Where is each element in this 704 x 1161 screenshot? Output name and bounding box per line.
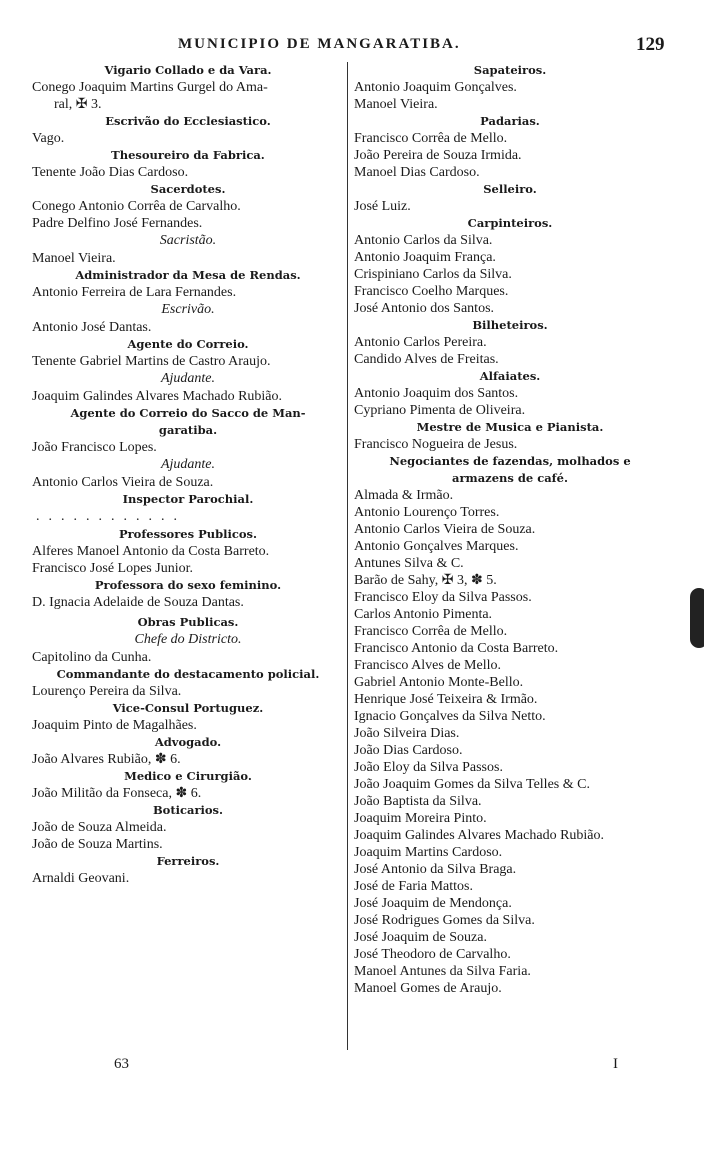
list-item: Joaquim Martins Cardoso.: [354, 845, 503, 860]
list-item: Francisco Coelho Marques.: [354, 284, 509, 299]
list-item: Capitolino da Cunha.: [32, 650, 152, 665]
left-column: [32, 62, 344, 887]
subheading: Chefe do Districto.: [134, 632, 242, 647]
footer-number: 63: [114, 1056, 129, 1072]
list-item: Antonio Joaquim França.: [354, 250, 496, 265]
list-item: Crispiniano Carlos da Silva.: [354, 267, 512, 282]
section-heading: garatiba.: [158, 423, 218, 437]
list-item: José Luiz.: [354, 199, 411, 214]
section-heading: Professores Publicos.: [118, 527, 258, 541]
list-item: José Theodoro de Carvalho.: [354, 947, 511, 962]
list-item: ral, ✠ 3.: [54, 97, 102, 112]
list-item: João Alvares Rubião, ✽ 6.: [32, 752, 181, 767]
section-heading: Escrivão do Ecclesiastico.: [105, 114, 271, 128]
section-heading: Carpinteiros.: [467, 216, 553, 230]
section-heading: Administrador da Mesa de Rendas.: [75, 268, 301, 282]
list-item: João Joaquim Gomes da Silva Telles & C.: [354, 777, 590, 792]
footer-signature: I: [613, 1056, 618, 1072]
section-heading: Alfaiates.: [479, 369, 541, 383]
list-item: Gabriel Antonio Monte-Bello.: [354, 675, 524, 690]
list-item: Cypriano Pimenta de Oliveira.: [354, 403, 526, 418]
section-heading: Thesoureiro da Fabrica.: [111, 148, 265, 162]
list-item: Antonio Carlos Pereira.: [354, 335, 487, 350]
section-heading: Professora do sexo feminino.: [94, 578, 282, 592]
list-item: Francisco Eloy da Silva Passos.: [354, 590, 532, 605]
list-item: Antonio Carlos da Silva.: [354, 233, 493, 248]
section-heading: Medico e Cirurgião.: [124, 769, 252, 783]
list-item: Antonio José Dantas.: [32, 320, 152, 335]
margin-ink-blot: [690, 588, 704, 648]
section-heading: Inspector Parochial.: [122, 492, 254, 506]
subheading: Escrivão.: [161, 302, 215, 317]
list-item: Arnaldi Geovani.: [32, 871, 130, 886]
subheading: Ajudante.: [160, 371, 216, 386]
list-item: Francisco Nogueira de Jesus.: [354, 437, 518, 452]
list-item: Carlos Antonio Pimenta.: [354, 607, 493, 622]
list-item: João Militão da Fonseca, ✽ 6.: [32, 786, 202, 801]
list-item: Alferes Manoel Antonio da Costa Barreto.: [32, 544, 270, 559]
section-heading: Sacerdotes.: [150, 182, 226, 196]
list-item: Antonio Ferreira de Lara Fernandes.: [32, 285, 237, 300]
section-heading: Boticarios.: [152, 803, 224, 817]
section-heading: Vigario Collado e da Vara.: [104, 63, 272, 77]
list-item: Joaquim Galindes Alvares Machado Rubião.: [32, 389, 283, 404]
list-item: João Baptista da Silva.: [354, 794, 482, 809]
list-item: Manoel Vieira.: [354, 97, 438, 112]
list-item: Antonio Gonçalves Marques.: [354, 539, 519, 554]
list-item: Manoel Dias Cardoso.: [354, 165, 480, 180]
list-item: Manoel Gomes de Araujo.: [354, 981, 502, 996]
list-item: Francisco Corrêa de Mello.: [354, 131, 508, 146]
list-item: Conego Antonio Corrêa de Carvalho.: [32, 199, 241, 214]
right-column: [354, 62, 666, 997]
list-item: Antonio Joaquim dos Santos.: [354, 386, 519, 401]
list-item: D. Ignacia Adelaide de Souza Dantas.: [32, 595, 244, 610]
list-item: Candido Alves de Freitas.: [354, 352, 499, 367]
list-item: José de Faria Mattos.: [354, 879, 473, 894]
list-item: Manoel Vieira.: [32, 251, 116, 266]
list-item: João Silveira Dias.: [354, 726, 460, 741]
section-heading: Selleiro.: [483, 182, 537, 196]
list-item: José Antonio dos Santos.: [354, 301, 495, 316]
list-item: João Dias Cardoso.: [354, 743, 463, 758]
list-item: José Joaquim de Souza.: [354, 930, 487, 945]
page-number: 129: [636, 34, 665, 55]
page-header: [0, 36, 704, 58]
list-item: Henrique José Teixeira & Irmão.: [354, 692, 538, 707]
list-item: Almada & Irmão.: [354, 488, 454, 503]
list-item: Antonio Carlos Vieira de Souza.: [32, 475, 214, 490]
list-item: Antunes Silva & C.: [354, 556, 464, 571]
list-item: José Joaquim de Mendonça.: [354, 896, 512, 911]
list-item: Barão de Sahy, ✠ 3, ✽ 5.: [354, 573, 497, 588]
list-item: Francisco José Lopes Junior.: [32, 561, 193, 576]
section-heading: Advogado.: [154, 735, 222, 749]
section-heading: Vice-Consul Portuguez.: [112, 701, 264, 715]
section-heading: Agente do Correio do Sacco de Man-: [70, 406, 306, 420]
list-item: Francisco Alves de Mello.: [354, 658, 501, 673]
list-item: José Rodrigues Gomes da Silva.: [354, 913, 535, 928]
section-heading: Commandante do destacamento policial.: [56, 667, 320, 681]
column-divider: [347, 62, 348, 1050]
subheading: Ajudante.: [160, 457, 216, 472]
section-heading: Padarias.: [480, 114, 540, 128]
list-item: Conego Joaquim Martins Gurgel do Ama-: [32, 80, 268, 95]
list-item: Tenente João Dias Cardoso.: [32, 165, 189, 180]
list-item: Francisco Antonio da Costa Barreto.: [354, 641, 559, 656]
list-item: João Francisco Lopes.: [32, 440, 157, 455]
list-item: João de Souza Martins.: [32, 837, 163, 852]
section-heading: Ferreiros.: [156, 854, 220, 868]
subheading: Sacristão.: [159, 233, 217, 248]
dotted-line: ............: [36, 509, 186, 524]
section-heading: Agente do Correio.: [127, 337, 249, 351]
list-item: Antonio Lourenço Torres.: [354, 505, 500, 520]
list-item: José Antonio da Silva Braga.: [354, 862, 517, 877]
list-item: João de Souza Almeida.: [32, 820, 167, 835]
list-item: Vago.: [32, 131, 65, 146]
list-item: Joaquim Pinto de Magalhães.: [32, 718, 197, 733]
list-item: Padre Delfino José Fernandes.: [32, 216, 203, 231]
list-item: Lourenço Pereira da Silva.: [32, 684, 182, 699]
list-item: Joaquim Moreira Pinto.: [354, 811, 487, 826]
section-heading: armazens de café.: [452, 471, 568, 485]
page-title: MUNICIPIO DE MANGARATIBA.: [178, 36, 461, 52]
list-item: Manoel Antunes da Silva Faria.: [354, 964, 531, 979]
list-item: João Eloy da Silva Passos.: [354, 760, 503, 775]
list-item: João Pereira de Souza Irmida.: [354, 148, 522, 163]
section-heading: Mestre de Musica e Pianista.: [416, 420, 604, 434]
section-heading: Negociantes de fazendas, molhados e: [389, 454, 631, 468]
section-heading: Sapateiros.: [473, 63, 547, 77]
list-item: Ignacio Gonçalves da Silva Netto.: [354, 709, 546, 724]
list-item: Antonio Joaquim Gonçalves.: [354, 80, 517, 95]
section-heading: Bilheteiros.: [472, 318, 548, 332]
list-item: Antonio Carlos Vieira de Souza.: [354, 522, 536, 537]
list-item: Francisco Corrêa de Mello.: [354, 624, 508, 639]
list-item: Joaquim Galindes Alvares Machado Rubião.: [354, 828, 605, 843]
list-item: Tenente Gabriel Martins de Castro Araujo.: [32, 354, 271, 369]
section-heading: Obras Publicas.: [137, 615, 239, 629]
